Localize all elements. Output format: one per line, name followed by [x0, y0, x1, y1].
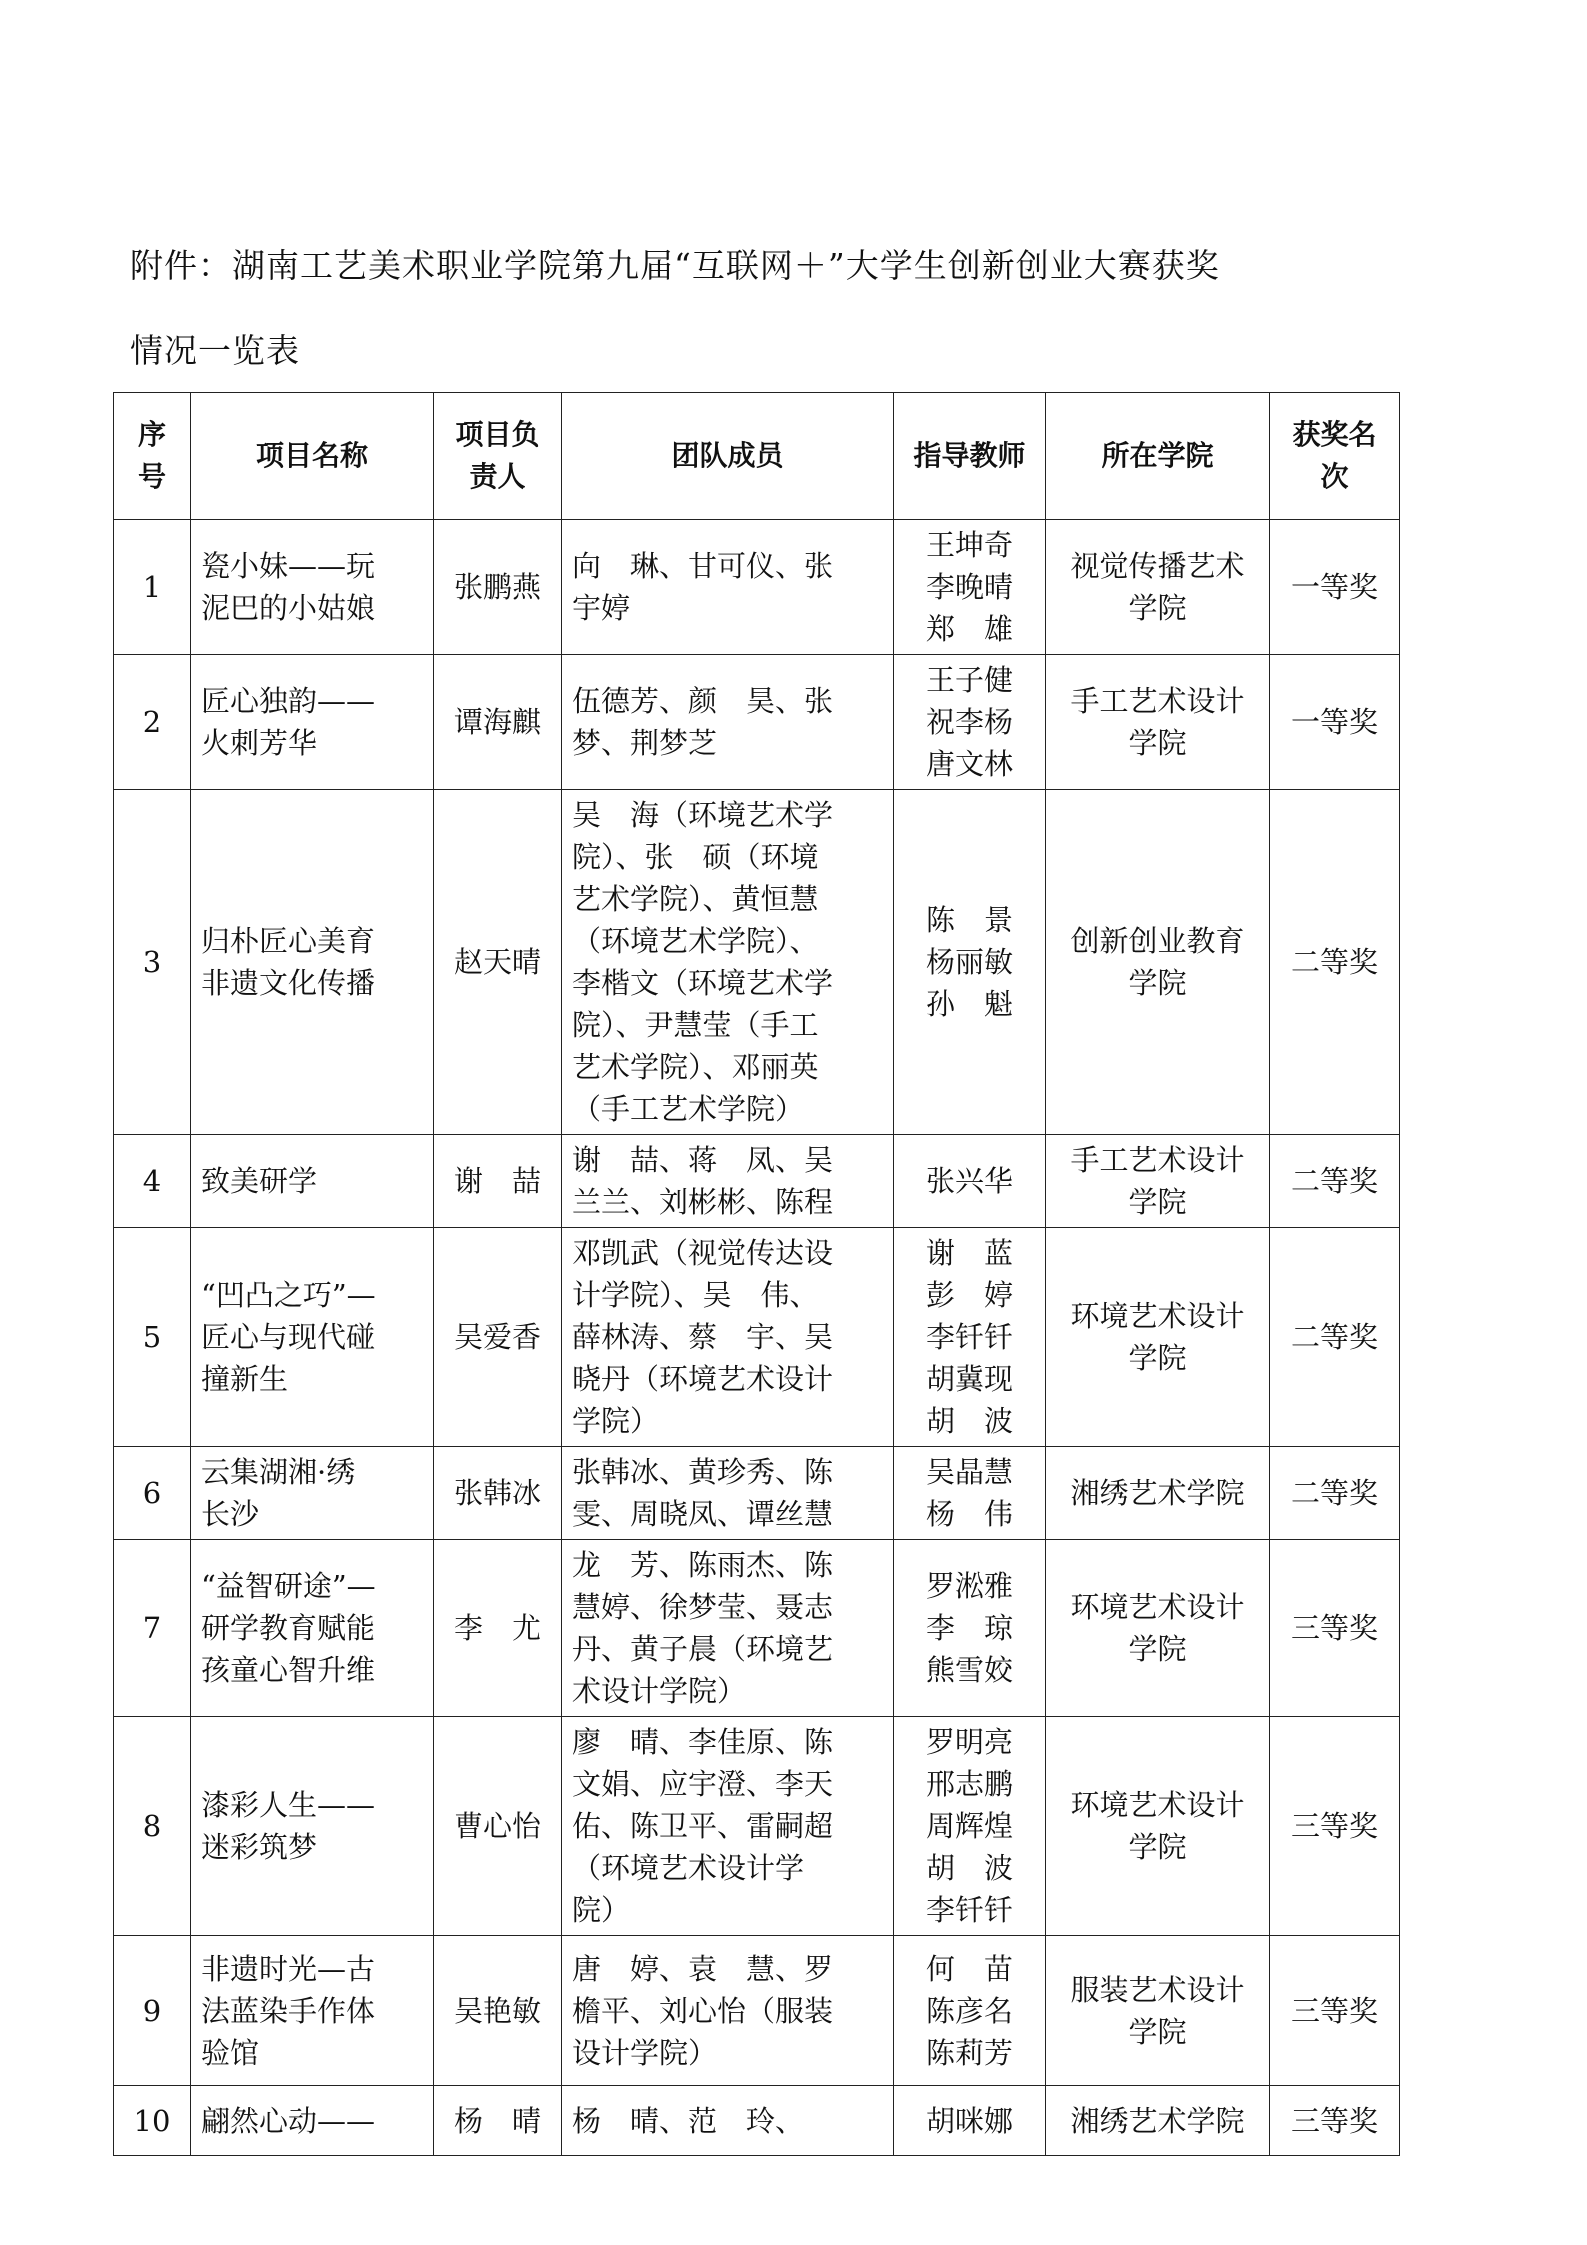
cell-college: 手工艺术设计 学院 — [1046, 655, 1270, 790]
header-award: 获奖名 次 — [1270, 393, 1400, 520]
cell-advisors: 罗淞雅 李 琼 熊雪姣 — [894, 1540, 1046, 1717]
cell-seq: 8 — [114, 1717, 191, 1936]
cell-award: 三等奖 — [1270, 1540, 1400, 1717]
cell-advisors: 张兴华 — [894, 1135, 1046, 1228]
header-leader: 项目负 责人 — [434, 393, 562, 520]
cell-leader: 吴艳敏 — [434, 1936, 562, 2086]
table-header-row — [114, 393, 1400, 520]
header-college: 所在学院 — [1046, 393, 1270, 520]
cell-college: 服装艺术设计 学院 — [1046, 1936, 1270, 2086]
cell-college: 环境艺术设计 学院 — [1046, 1717, 1270, 1936]
cell-advisors: 胡咪娜 — [894, 2086, 1046, 2156]
table-row — [114, 1447, 1400, 1540]
cell-advisors: 王子健 祝李杨 唐文林 — [894, 655, 1046, 790]
cell-project-name: 非遗时光—古 法蓝染手作体 验馆 — [191, 1936, 434, 2086]
cell-seq: 4 — [114, 1135, 191, 1228]
cell-advisors: 罗明亮 邢志鹏 周辉煌 胡 波 李钎钎 — [894, 1717, 1046, 1936]
table-row — [114, 2086, 1400, 2156]
cell-members: 向 琳、甘可仪、张 宇婷 — [562, 520, 894, 655]
cell-seq: 7 — [114, 1540, 191, 1717]
cell-leader: 张韩冰 — [434, 1447, 562, 1540]
table-row — [114, 1936, 1400, 2086]
cell-project-name: 匠心独韵—— 火刺芳华 — [191, 655, 434, 790]
header-seq: 序 号 — [114, 393, 191, 520]
cell-award: 二等奖 — [1270, 790, 1400, 1135]
cell-members: 龙 芳、陈雨杰、陈 慧婷、徐梦莹、聂志 丹、黄子晨（环境艺 术设计学院） — [562, 1540, 894, 1717]
cell-award: 一等奖 — [1270, 520, 1400, 655]
cell-leader: 曹心怡 — [434, 1717, 562, 1936]
cell-project-name: 致美研学 — [191, 1135, 434, 1228]
cell-leader: 吴爱香 — [434, 1228, 562, 1447]
cell-college: 环境艺术设计 学院 — [1046, 1540, 1270, 1717]
cell-college: 手工艺术设计 学院 — [1046, 1135, 1270, 1228]
cell-project-name: “益智研途”— 研学教育赋能 孩童心智升维 — [191, 1540, 434, 1717]
cell-award: 二等奖 — [1270, 1135, 1400, 1228]
cell-members: 吴 海（环境艺术学 院）、张 硕（环境 艺术学院）、黄恒慧 （环境艺术学院）、 李楷文（环境艺术学 院）、尹慧莹（手工 艺术学院）、邓丽英 （手工艺术学院） — [562, 790, 894, 1135]
cell-leader: 杨 晴 — [434, 2086, 562, 2156]
cell-members: 张韩冰、黄珍秀、陈 雯、周晓凤、谭丝慧 — [562, 1447, 894, 1540]
cell-seq: 3 — [114, 790, 191, 1135]
cell-members: 邓凯武（视觉传达设 计学院）、吴 伟、 薛林涛、蔡 宇、吴 晓丹（环境艺术设计 学院） — [562, 1228, 894, 1447]
cell-college: 湘绣艺术学院 — [1046, 1447, 1270, 1540]
cell-project-name: 归朴匠心美育 非遗文化传播 — [191, 790, 434, 1135]
table-row — [114, 1228, 1400, 1447]
cell-advisors: 王坤奇 李晚晴 郑 雄 — [894, 520, 1046, 655]
cell-leader: 谢 喆 — [434, 1135, 562, 1228]
cell-college: 环境艺术设计 学院 — [1046, 1228, 1270, 1447]
header-members: 团队成员 — [562, 393, 894, 520]
cell-college: 视觉传播艺术 学院 — [1046, 520, 1270, 655]
cell-seq: 6 — [114, 1447, 191, 1540]
cell-award: 三等奖 — [1270, 1936, 1400, 2086]
cell-advisors: 何 苗 陈彦名 陈莉芳 — [894, 1936, 1046, 2086]
cell-seq: 2 — [114, 655, 191, 790]
document-title-line-2: 情况一览表 — [130, 331, 300, 370]
cell-project-name: 云集湖湘·绣 长沙 — [191, 1447, 434, 1540]
cell-project-name: “凹凸之巧”— 匠心与现代碰 撞新生 — [191, 1228, 434, 1447]
cell-members: 谢 喆、蒋 凤、吴 兰兰、刘彬彬、陈程 — [562, 1135, 894, 1228]
cell-award: 二等奖 — [1270, 1228, 1400, 1447]
cell-members: 唐 婷、袁 慧、罗 檐平、刘心怡（服装 设计学院） — [562, 1936, 894, 2086]
table-row — [114, 520, 1400, 655]
cell-project-name: 漆彩人生—— 迷彩筑梦 — [191, 1717, 434, 1936]
cell-award: 一等奖 — [1270, 655, 1400, 790]
cell-members: 伍德芳、颜 昊、张 梦、荆梦芝 — [562, 655, 894, 790]
cell-advisors: 吴晶慧 杨 伟 — [894, 1447, 1046, 1540]
cell-members: 廖 晴、李佳原、陈 文娟、应宇澄、李天 佑、陈卫平、雷嗣超 （环境艺术设计学 院） — [562, 1717, 894, 1936]
cell-project-name: 瓷小妹——玩 泥巴的小姑娘 — [191, 520, 434, 655]
cell-seq: 9 — [114, 1936, 191, 2086]
cell-leader: 李 尤 — [434, 1540, 562, 1717]
cell-leader: 张鹏燕 — [434, 520, 562, 655]
cell-award: 三等奖 — [1270, 2086, 1400, 2156]
cell-advisors: 谢 蓝 彭 婷 李钎钎 胡冀现 胡 波 — [894, 1228, 1046, 1447]
header-project-name: 项目名称 — [191, 393, 434, 520]
table-row — [114, 790, 1400, 1135]
cell-seq: 10 — [114, 2086, 191, 2156]
table-row — [114, 1135, 1400, 1228]
table-row — [114, 1717, 1400, 1936]
cell-advisors: 陈 景 杨丽敏 孙 魁 — [894, 790, 1046, 1135]
cell-seq: 5 — [114, 1228, 191, 1447]
awards-table — [113, 392, 1400, 2156]
cell-leader: 赵天晴 — [434, 790, 562, 1135]
cell-college: 创新创业教育 学院 — [1046, 790, 1270, 1135]
cell-project-name: 翩然心动—— — [191, 2086, 434, 2156]
cell-members: 杨 晴、范 玲、 — [562, 2086, 894, 2156]
table-row — [114, 655, 1400, 790]
cell-seq: 1 — [114, 520, 191, 655]
cell-leader: 谭海麒 — [434, 655, 562, 790]
table-row — [114, 1540, 1400, 1717]
header-advisors: 指导教师 — [894, 393, 1046, 520]
cell-award: 三等奖 — [1270, 1717, 1400, 1936]
cell-college: 湘绣艺术学院 — [1046, 2086, 1270, 2156]
document-title-line-1: 附件：湖南工艺美术职业学院第九届“互联网＋”大学生创新创业大赛获奖 — [130, 246, 1220, 285]
cell-award: 二等奖 — [1270, 1447, 1400, 1540]
